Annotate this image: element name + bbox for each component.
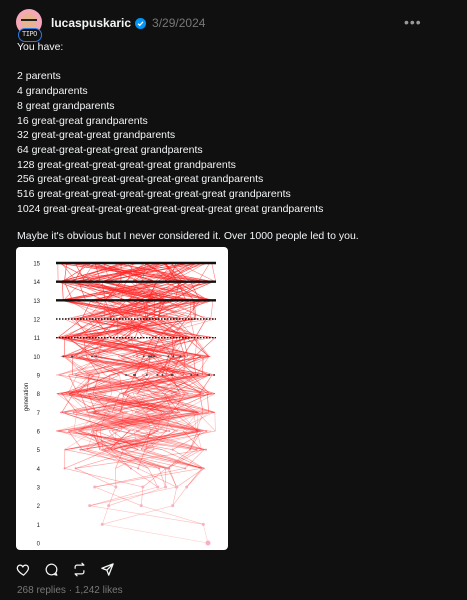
lineage-line [62,282,63,301]
post-line: 16 great-great grandparents [17,115,148,127]
ancestor-dot [156,430,158,432]
y-tick-label: 5 [36,448,40,455]
ancestor-dot [124,449,126,451]
post-line: 256 great-great-great-great-great-great grandparents [17,173,264,185]
action-bar [16,562,115,577]
ancestor-dot [156,374,158,376]
share-icon[interactable] [100,562,115,577]
ancestor-dot [64,449,66,451]
y-tick-label: 8 [36,392,40,399]
post-intro: You have: [17,41,64,53]
ancestor-dot [114,486,117,489]
ancestor-dot [79,449,81,451]
ancestor-dot [185,486,188,489]
ancestor-dot [75,467,77,469]
ancestor-dot [153,355,155,357]
ancestor-dot [107,504,110,507]
ancestor-dot [95,355,97,357]
ancestor-dot [101,523,104,526]
ancestor-dot [92,430,94,432]
y-tick-label: 12 [33,317,40,324]
ancestor-dot [197,374,199,376]
lineage-line [65,468,143,487]
ancestor-dot [177,393,179,395]
stats-separator: · [68,585,73,596]
post-line: 64 great-great-great-great grandparents [17,144,203,156]
ancestor-dot [175,486,178,489]
ancestor-dot [151,393,153,395]
lineage-line [148,468,157,487]
lineage-line [211,300,213,319]
ancestor-dot [137,467,139,469]
lineage-line [141,506,203,525]
lineage-line [90,487,177,506]
ancestor-dot [128,430,130,432]
ancestor-dot [203,467,205,469]
ancestor-dot [158,467,160,469]
ancestor-dot [148,355,150,357]
y-tick-label: 11 [33,336,40,343]
ancestor-dot [63,411,65,413]
ancestor-dot [201,393,203,395]
lineage-line [212,263,216,282]
ancestor-dot [164,486,167,489]
ancestor-dot [125,374,127,376]
ancestor-dot [171,504,174,507]
ancestor-dot [145,411,147,413]
ancestor-dot [168,430,170,432]
y-tick-label: 4 [36,466,40,473]
ancestor-dot [144,449,146,451]
chart-lines [56,263,216,543]
y-tick-label: 6 [36,429,40,436]
ancestor-dot [141,486,144,489]
username[interactable]: lucaspuskaric [51,16,132,30]
ancestor-dot [91,355,93,357]
ancestor-dot [205,449,207,451]
ancestor-dot [64,467,66,469]
ancestry-chart[interactable] [16,247,228,550]
ancestor-dot [93,486,96,489]
post-stats [17,585,123,596]
ancestor-dot [108,449,110,451]
ancestor-dot [62,355,64,357]
ancestor-dot [213,374,215,376]
lineage-line [93,375,99,394]
lineage-line [207,394,208,413]
post-line: 1024 great-great-great-great-great-great-great great grandparents [17,203,324,215]
ancestor-dot [161,374,163,376]
ancestor-dot [60,411,62,413]
post-line: 4 grandparents [17,85,88,97]
y-tick-label: 13 [33,298,40,305]
likes-count[interactable]: 1,242 likes [74,585,123,596]
ancestor-dot [208,374,210,376]
ancestor-dot [184,467,186,469]
ancestor-dot [88,411,90,413]
y-tick-label: 2 [36,504,40,511]
y-tick-label: 15 [33,261,40,268]
ancestor-dot [156,486,159,489]
ancestor-dot [169,411,171,413]
ancestor-dot [143,355,145,357]
avatar-badge-text: TIPO [22,30,37,38]
lineage-line [65,450,110,469]
ancestor-dot [140,504,143,507]
ancestor-dot [73,411,75,413]
ancestor-dot [205,430,207,432]
lineage-line [102,524,208,543]
ancestor-dot [179,355,181,357]
lineage-line [95,468,202,487]
ancestor-dot [118,430,120,432]
ancestor-dot [189,449,191,451]
ancestor-dot [124,393,126,395]
lineage-line [109,487,116,506]
ancestor-dot [71,355,73,357]
ancestor-dot [178,411,180,413]
ancestor-dot [164,393,166,395]
lineage-line [102,506,172,525]
y-tick-label: 10 [33,354,40,361]
ancestor-dot [164,411,166,413]
ancestor-dot [208,393,210,395]
lineage-line [90,487,158,506]
ancestor-dot [91,411,93,413]
lineage-line [203,524,208,543]
reply-icon[interactable] [44,562,59,577]
post-line: 32 great-great-great grandparents [17,129,176,141]
ancestor-dot [195,449,197,451]
ancestor-dot [167,411,169,413]
lineage-line [141,487,143,506]
avatar-glasses [21,19,37,25]
ancestor-dot [172,374,174,376]
more-icon[interactable]: ••• [404,14,422,30]
y-tick-label: 9 [36,373,40,380]
repost-icon[interactable] [72,562,87,577]
y-tick-label: 14 [33,280,40,287]
verified-icon [135,18,146,29]
ancestor-dot [167,355,169,357]
ancestor-dot [165,430,167,432]
post-line: 516 great-great-great-great-great-great-great grandparents [17,188,291,200]
ancestor-dot [179,393,181,395]
ancestor-dot [206,541,211,546]
ancestor-dot [146,374,148,376]
ancestor-dot [88,504,91,507]
post-line: 2 parents [17,70,61,82]
ancestor-dot [187,393,189,395]
chart-svg [16,247,228,550]
ancestor-dot [135,411,137,413]
post-closing: Maybe it's obvious but I never considered it. Over 1000 people led to you. [17,230,359,242]
ancestor-dot [136,430,138,432]
ancestor-dot [59,393,61,395]
lineage-line [90,506,204,525]
ancestor-dot [190,374,192,376]
ancestor-dot [200,430,202,432]
y-axis-label: generation [24,382,30,412]
ancestor-dot [171,393,173,395]
y-tick-label: 7 [36,410,40,417]
lineage-line [215,412,216,431]
post-date[interactable]: 3/29/2024 [152,16,206,30]
ancestor-dot [98,411,100,413]
ancestor-dot [202,523,205,526]
ancestor-dot [165,467,167,469]
ancestor-dot [67,393,69,395]
lineage-line [187,468,202,487]
heart-icon[interactable] [16,562,31,577]
ancestor-dot [172,449,174,451]
ancestor-dot [138,430,140,432]
ancestor-dot [133,374,135,376]
ancestor-dot [172,355,174,357]
ancestor-dot [151,355,153,357]
y-tick-label: 1 [36,522,40,529]
post-header [51,15,205,31]
lineage-line [62,394,77,413]
post-line: 128 great-great-great-great-great grandparents [17,159,236,171]
y-tick-label: 0 [36,541,40,548]
ancestor-dot [102,449,104,451]
ancestor-dot [130,467,132,469]
replies-count[interactable]: 268 replies [17,585,66,596]
y-tick-label: 3 [36,485,40,492]
ancestor-dot [193,430,195,432]
post-line: 8 great grandparents [17,100,115,112]
lineage-line [95,468,185,487]
